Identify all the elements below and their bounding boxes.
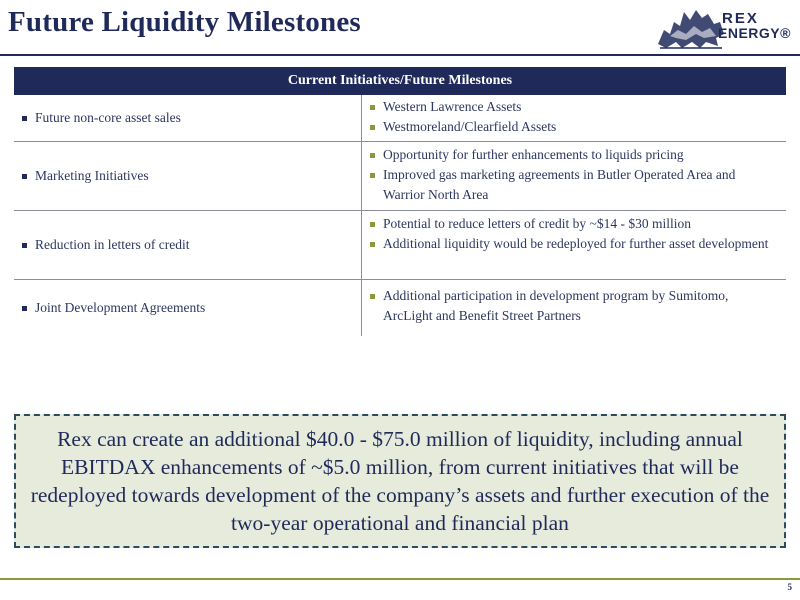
bullet-square-icon [22,116,27,121]
bullet-square-icon [370,105,375,110]
row-item: Potential to reduce letters of credit by ~$14 - $30 million [383,216,691,231]
row-label-cell [14,280,362,336]
row-item: Improved gas marketing agreements in Butler Operated Area and Warrior North Area [383,167,736,202]
footer-divider [0,578,800,580]
row-items-cell [362,142,786,210]
row-item: Opportunity for further enhancements to liquids pricing [383,147,684,162]
table-row [14,95,786,142]
row-label-cell [14,142,362,210]
rex-energy-logo-icon [656,4,726,50]
table-header-label: Current Initiatives/Future Milestones [287,73,513,88]
bullet-square-icon [22,243,27,248]
row-label: Future non-core asset sales [35,110,181,125]
page-number: 5 [787,582,792,592]
table-row [14,280,786,336]
row-label: Joint Development Agreements [35,300,206,315]
company-logo [656,4,796,50]
row-item: Additional liquidity would be redeployed for further asset development [383,236,769,251]
initiatives-table [14,67,786,336]
row-label: Reduction in letters of credit [35,237,190,252]
table-header [14,67,786,95]
row-item: Western Lawrence Assets [383,99,522,114]
bullet-square-icon [22,306,27,311]
bullet-square-icon [370,125,375,130]
row-items-cell [362,211,786,279]
bullet-square-icon [22,174,27,179]
logo-text-energy: ENERGY® [718,25,791,41]
row-item: Westmoreland/Clearfield Assets [383,119,557,134]
row-label: Marketing Initiatives [35,168,149,183]
logo-text-rex: REX [722,10,759,27]
callout-text: Rex can create an additional $40.0 - $75.0 million of liquidity, including annual EBITDAX enhancements of ~$5.0 million, from current initiatives that will be redeployed towards development of the company’s assets and further execution of the two-year operational and financial plan [30,427,770,535]
bullet-square-icon [370,294,375,299]
header-divider [0,54,800,56]
row-label-cell [14,211,362,279]
row-items-cell [362,95,786,141]
bullet-square-icon [370,153,375,158]
row-items-cell [362,280,786,336]
table-row [14,211,786,280]
row-label-cell [14,95,362,141]
row-item: Additional participation in development program by Sumitomo, ArcLight and Benefit Street Partners [383,288,729,323]
bullet-square-icon [370,242,375,247]
table-row [14,142,786,211]
summary-callout [14,414,786,548]
bullet-square-icon [370,173,375,178]
bullet-square-icon [370,222,375,227]
slide-title: Future Liquidity Milestones [8,6,361,38]
